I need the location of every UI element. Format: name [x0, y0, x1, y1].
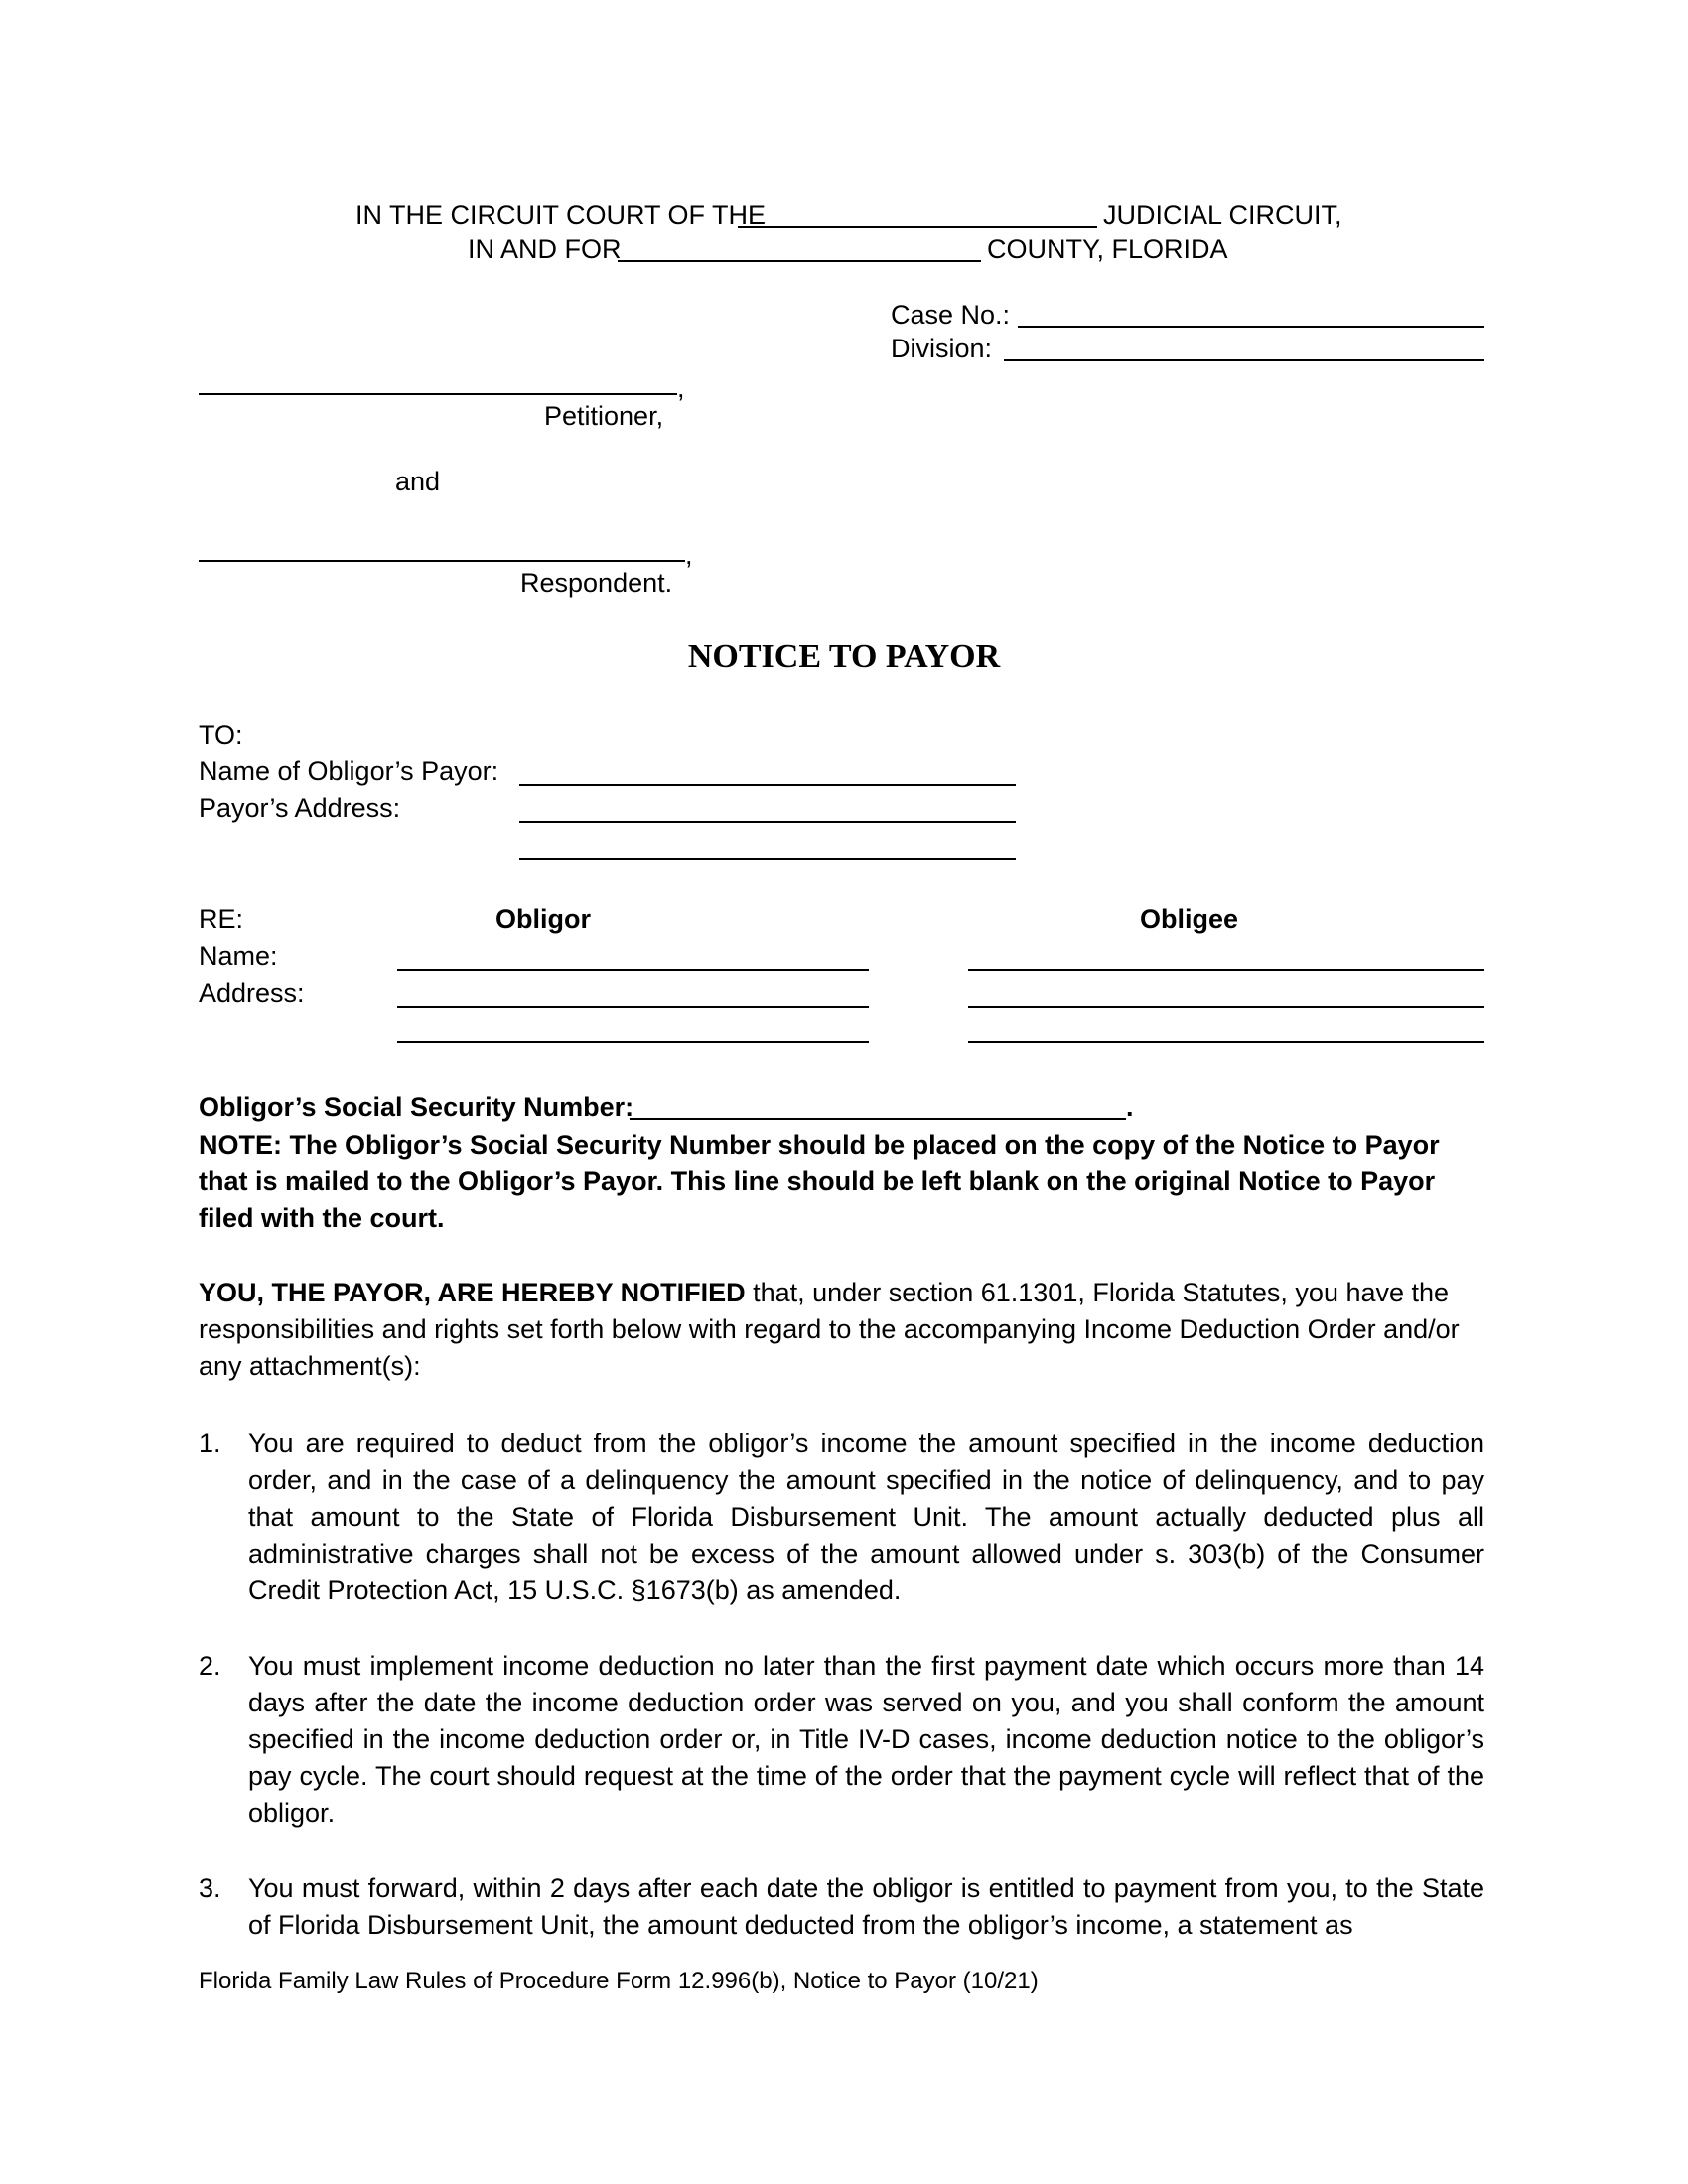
item-text: You must forward, within 2 days after each date the obligor is entitled to payment from you, to the State of Florida Disbursement Unit, the amount deducted from the obligor’s income, a statement as: [248, 1873, 1484, 1940]
county-suffix: COUNTY, FLORIDA: [987, 234, 1228, 264]
item-number: 2.: [199, 1651, 221, 1681]
to-label: TO:: [199, 720, 243, 750]
list-item: [199, 1648, 1484, 1832]
item-text: You must implement income deduction no later than the first payment date which occurs more than 14 days after the date the income deduction order was served on you, and you shall conform the amount specified in the income deduction order or, in Title IV-D cases, income deduction notice to the obligor’s pay cycle. The court should request at the time of the order that the payment cycle will reflect that of the obligor.: [248, 1651, 1484, 1828]
county-blank[interactable]: [618, 260, 981, 262]
obligee-address-blank-2[interactable]: [968, 1041, 1484, 1043]
respondent-blank[interactable]: [199, 560, 685, 562]
caption-line-1: [355, 201, 766, 231]
respondent-comma: ,: [685, 540, 693, 570]
obligor-name-blank[interactable]: [397, 969, 869, 971]
ssn-period: .: [1126, 1092, 1134, 1122]
division-label: Division:: [891, 334, 993, 363]
obligor-header: Obligor: [495, 904, 591, 934]
ssn-label: Obligor’s Social Security Number:: [199, 1092, 634, 1122]
respondent-label: Respondent.: [520, 568, 673, 598]
case-no-label: Case No.:: [891, 300, 1011, 330]
judicial-circuit-blank[interactable]: [738, 226, 1097, 228]
in-and-for-prefix: IN AND FOR: [468, 234, 622, 264]
obligor-address-blank-2[interactable]: [397, 1041, 869, 1043]
petitioner-label: Petitioner,: [544, 401, 664, 431]
payor-address-blank-1[interactable]: [519, 821, 1016, 823]
division-blank[interactable]: [1004, 359, 1484, 361]
caption-line-2: [468, 234, 622, 265]
re-name-label: Name:: [199, 941, 278, 971]
obligee-name-blank[interactable]: [968, 969, 1484, 971]
page-title: NOTICE TO PAYOR: [687, 638, 1001, 675]
item-number: 1.: [199, 1429, 221, 1458]
re-label: RE:: [199, 904, 244, 934]
and-label: and: [395, 467, 441, 496]
obligor-address-blank-1[interactable]: [397, 1006, 869, 1008]
form-footer: Florida Family Law Rules of Procedure Form 12.996(b), Notice to Payor (10/21): [199, 1968, 1039, 1994]
ssn-note: NOTE: The Obligor’s Social Security Number should be placed on the copy of the Notice to Payor that is mailed to the Obligor’s Payor. This line should be left blank on the original Notice to Payor filed with the court.: [199, 1130, 1440, 1233]
payor-name-label: Name of Obligor’s Payor:: [199, 756, 499, 786]
case-no-blank[interactable]: [1018, 326, 1484, 328]
payor-address-label: Payor’s Address:: [199, 793, 401, 823]
petitioner-comma: ,: [677, 373, 685, 403]
list-item: [199, 1870, 1484, 1944]
notice-paragraph: [199, 1275, 1484, 1385]
list-item: [199, 1426, 1484, 1609]
item-number: 3.: [199, 1873, 221, 1903]
obligee-header: Obligee: [1140, 904, 1239, 934]
judicial-circuit-suffix: JUDICIAL CIRCUIT,: [1103, 201, 1342, 230]
re-address-label: Address:: [199, 978, 305, 1008]
notice-lead: YOU, THE PAYOR, ARE HEREBY NOTIFIED: [199, 1278, 746, 1307]
payor-name-blank[interactable]: [519, 784, 1016, 786]
obligee-address-blank-1[interactable]: [968, 1006, 1484, 1008]
petitioner-blank[interactable]: [199, 393, 677, 395]
payor-address-blank-2[interactable]: [519, 858, 1016, 860]
item-text: You are required to deduct from the obligor’s income the amount specified in the income deduction order, and in the case of a delinquency the amount specified in the notice of delinquency, and to pay that amount to the State of Florida Disbursement Unit. The amount actually deducted plus all administrative charges shall not be excess of the amount allowed under s. 303(b) of the Consumer Credit Protection Act, 15 U.S.C. §1673(b) as amended.: [248, 1429, 1484, 1605]
ssn-blank[interactable]: [630, 1118, 1126, 1120]
notice-rest: that, under section 61.1301, Florida Statutes, you have the responsibilities and rights set forth below with regard to the accompanying Income Deduction Order and/or any attachment(s):: [199, 1278, 1460, 1381]
circuit-court-prefix: IN THE CIRCUIT COURT OF THE: [355, 201, 767, 230]
